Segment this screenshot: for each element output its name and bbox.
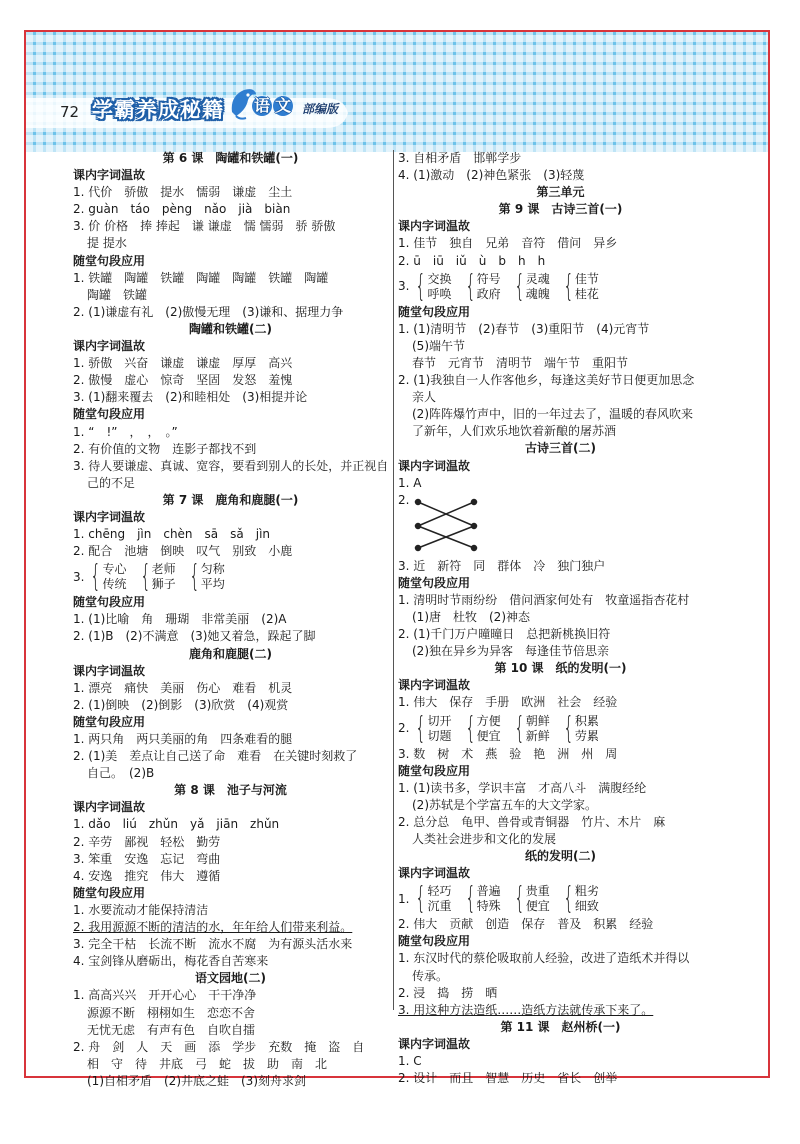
lesson-title: 第 10 课 纸的发明(一) bbox=[494, 661, 627, 676]
answer-line: 1. dǎo liú zhǔn yǎ jiān zhǔn bbox=[73, 817, 280, 832]
lesson-title: 语文园地(二) bbox=[195, 971, 266, 986]
subject-badge bbox=[252, 96, 294, 116]
answer-line-underlined: 3. 用这种方法造纸……造纸方法就传承下来了。 bbox=[398, 1002, 654, 1017]
answer-line: 1. 高高兴兴 开开心心 干干净净 bbox=[73, 988, 257, 1003]
answer-line: 4. (1)激动 (2)神色紧张 (3)轻蔑 bbox=[398, 168, 585, 183]
answer-line: 1. 清明时节雨纷纷 借问酒家何处有 牧童遥指杏花村 bbox=[398, 592, 690, 607]
answer-line: 春节 元宵节 清明节 端午节 重阳节 bbox=[412, 355, 629, 370]
item-number: 1. bbox=[398, 891, 410, 906]
answer-line: (1)自相矛盾 (2)井底之蛙 (3)刻舟求剑 bbox=[87, 1073, 306, 1088]
answer-line: 1. 两只角 两只美丽的角 四条难看的腿 bbox=[73, 732, 293, 746]
answer-line: (2)阵阵爆竹声中，旧的一年过去了，温暖的春风吹来 bbox=[412, 407, 694, 422]
brand-title: 学霸养成秘籍 bbox=[92, 98, 224, 122]
unit-title: 第三单元 bbox=[536, 185, 585, 200]
matching-lines bbox=[412, 494, 482, 556]
answer-line: 亲人 bbox=[412, 390, 437, 405]
answer-line: 己的不足 bbox=[87, 475, 136, 490]
answer-line: (5)端午节 bbox=[412, 338, 465, 353]
answer-line: 传承。 bbox=[412, 968, 449, 983]
answer-line: 3. 笨重 安逸 忘记 弯曲 bbox=[73, 851, 221, 866]
item-number: 2. bbox=[398, 492, 410, 507]
section-heading: 课内字词温故 bbox=[398, 1036, 471, 1051]
brace-group: { 积累 劳累 bbox=[563, 710, 599, 746]
brace-groups bbox=[398, 712, 723, 746]
brace-group: { 专心 传统 bbox=[90, 559, 127, 595]
answer-line: 1. (1)读书多，学识丰富 才高八斗 满腹经纶 bbox=[398, 780, 647, 795]
answer-line: 3. 待人要谦虚、真诚、宽容，要看到别人的长处，并正视自 bbox=[73, 458, 389, 473]
answer-line-underlined: 2. 我用源源不断的清洁的水，年年给人们带来利益。 bbox=[73, 920, 353, 935]
brace-groups bbox=[398, 882, 723, 916]
answer-line: 1. C bbox=[398, 1054, 422, 1069]
subject-char: 文 bbox=[274, 96, 291, 115]
section-heading: 课内字词温故 bbox=[398, 219, 471, 234]
answer-line: 1. 伟大 保存 手册 欧洲 社会 经验 bbox=[398, 695, 618, 710]
section-heading: 课内字词温故 bbox=[73, 339, 146, 354]
brace-group: { 粗劣 细致 bbox=[563, 881, 599, 917]
left-column bbox=[73, 150, 388, 1090]
answer-line: 2. 伟大 贡献 创造 保存 普及 积累 经验 bbox=[398, 917, 654, 932]
answer-line: (1)唐 杜牧 (2)神态 bbox=[412, 609, 530, 624]
answer-line: 1. 骄傲 兴奋 谦虚 谦虚 厚厚 高兴 bbox=[73, 356, 293, 371]
brace-group: { 轻巧 沉重 bbox=[415, 881, 452, 917]
answer-line: 人类社会进步和文化的发展 bbox=[412, 832, 557, 846]
right-column bbox=[398, 150, 723, 1087]
brace-group: { 方便 便宜 bbox=[464, 710, 501, 746]
section-heading: 课内字词温故 bbox=[73, 168, 146, 183]
lesson-title: 鹿角和鹿腿(二) bbox=[189, 646, 272, 661]
brace-group: { 贵重 便宜 bbox=[513, 881, 550, 917]
section-heading: 随堂句段应用 bbox=[73, 885, 146, 900]
answer-line: 3. 完全干枯 长流不断 流水不腐 为有源头活水来 bbox=[73, 937, 353, 952]
section-heading: 随堂句段应用 bbox=[398, 934, 471, 949]
lesson-title: 第 7 课 鹿角和鹿腿(一) bbox=[162, 492, 299, 507]
answer-line: 1. 水要流动才能保持清洁 bbox=[73, 902, 209, 917]
answer-line: 4. 宝剑锋从磨砺出，梅花香自苦寒来 bbox=[73, 954, 269, 969]
brace-group: { 交换 呼唤 bbox=[415, 268, 452, 304]
answer-line: 了新年，人们欢乐地饮着新酿的屠苏酒 bbox=[412, 424, 617, 439]
answer-line: 2. 配合 池塘 倒映 叹气 别致 小鹿 bbox=[73, 544, 293, 559]
section-heading: 课内字词温故 bbox=[398, 866, 471, 881]
brace-group: { 符号 政府 bbox=[464, 268, 501, 304]
answer-line: 2. (1)我独自一人作客他乡，每逢这美好节日便更加思念 bbox=[398, 373, 695, 388]
section-heading: 随堂句段应用 bbox=[398, 575, 471, 590]
answer-line: 1. 佳节 独自 兄弟 音符 借问 异乡 bbox=[398, 236, 618, 251]
answer-line: 2. 浸 捣 捞 晒 bbox=[398, 985, 498, 1000]
brace-group: { 老师 狮子 bbox=[139, 559, 176, 595]
lesson-title: 陶罐和铁罐(二) bbox=[189, 321, 272, 336]
brace-group: { 佳节 桂花 bbox=[563, 268, 599, 304]
section-heading: 课内字词温故 bbox=[73, 800, 146, 815]
answer-line: 2. 傲慢 虚心 惊奇 坚固 发怒 羞愧 bbox=[73, 373, 293, 388]
answer-line: 3. 价 价格 捧 捧起 谦 谦虚 懦 懦弱 骄 骄傲 bbox=[73, 219, 336, 234]
column-divider bbox=[393, 150, 394, 1010]
answer-line: 1. 漂亮 痛快 美丽 伤心 难看 机灵 bbox=[73, 680, 293, 695]
lesson-title: 第 11 课 赵州桥(一) bbox=[500, 1019, 621, 1034]
lesson-title: 古诗三首(二) bbox=[525, 441, 596, 456]
answer-line: (2)苏轼是个学富五车的大文学家。 bbox=[412, 797, 597, 812]
answer-line: 2. (1)千门万户曈曈日 总把新桃换旧符 bbox=[398, 627, 611, 642]
answer-line: 3. 近 新符 同 群体 冷 独门独户 bbox=[398, 558, 606, 573]
answer-line: 4. 安逸 推究 伟大 遵循 bbox=[73, 868, 221, 883]
answer-line: 3. (1)翻来覆去 (2)和睦相处 (3)相提并论 bbox=[73, 390, 308, 405]
lesson-title: 第 9 课 古诗三首(一) bbox=[498, 202, 623, 217]
section-heading: 随堂句段应用 bbox=[73, 595, 146, 610]
subject-char: 语 bbox=[253, 96, 270, 115]
answer-line: 1. (1)清明节 (2)春节 (3)重阳节 (4)元宵节 bbox=[398, 321, 650, 336]
section-heading: 课内字词温故 bbox=[398, 458, 471, 473]
answer-line: 陶罐 铁罐 bbox=[87, 287, 148, 302]
answer-line: 2. 舟 剑 人 天 画 添 学步 充数 掩 盗 自 bbox=[73, 1039, 365, 1054]
answer-line: 1. “ !” ， ， 。” bbox=[73, 424, 178, 439]
item-number: 3. bbox=[73, 569, 85, 584]
section-heading: 随堂句段应用 bbox=[73, 714, 146, 729]
section-heading: 课内字词温故 bbox=[73, 509, 146, 524]
answer-line: 2. 有价值的文物 连影子都找不到 bbox=[73, 441, 257, 456]
answer-line: 2. 总分总 龟甲、兽骨或青铜器 竹片、木片 麻 bbox=[398, 814, 666, 829]
brace-groups bbox=[73, 560, 388, 594]
answer-line: 3. 自相矛盾 邯郸学步 bbox=[398, 151, 522, 165]
answer-line: 1. 代价 骄傲 提水 懦弱 谦虚 尘土 bbox=[73, 185, 293, 200]
answer-line: 提 提水 bbox=[87, 236, 127, 251]
brace-groups bbox=[398, 270, 723, 304]
item-number: 2. bbox=[398, 720, 410, 735]
lesson-title: 第 8 课 池子与河流 bbox=[174, 783, 287, 798]
section-heading: 随堂句段应用 bbox=[398, 763, 471, 778]
answer-line: 2. (1)B (2)不满意 (3)她又着急，跺起了脚 bbox=[73, 629, 316, 644]
answer-line: 2. (1)美 差点让自己送了命 难看 在关键时刻救了 bbox=[73, 749, 358, 764]
section-heading: 随堂句段应用 bbox=[73, 407, 146, 422]
answer-line: 无忧无虑 有声有色 自吹自擂 bbox=[87, 1022, 256, 1037]
answer-line: 1. A bbox=[398, 475, 422, 490]
lesson-title: 纸的发明(二) bbox=[525, 849, 596, 864]
brace-group: { 灵魂 魂魄 bbox=[513, 268, 550, 304]
edition-label: 部编版 bbox=[302, 102, 339, 116]
answer-line: 源源不断 栩栩如生 恋恋不舍 bbox=[87, 1005, 256, 1020]
section-heading: 课内字词温故 bbox=[398, 678, 471, 693]
answer-line: 2. (1)倒映 (2)倒影 (3)欣赏 (4)观赏 bbox=[73, 697, 289, 712]
brace-group: { 普遍 特殊 bbox=[464, 881, 501, 917]
brace-group: { 切开 切题 bbox=[415, 710, 452, 746]
lesson-title: 第 6 课 陶罐和铁罐(一) bbox=[162, 151, 299, 165]
answer-line: 2. 辛劳 鄙视 轻松 勤劳 bbox=[73, 834, 221, 849]
answer-line: 相 守 待 井底 弓 蛇 拔 助 南 北 bbox=[87, 1056, 328, 1071]
answer-line: 自己。 (2)B bbox=[87, 766, 155, 781]
answer-line: (2)独在异乡为异客 每逢佳节倍思亲 bbox=[412, 644, 609, 659]
page-number: 72 bbox=[60, 103, 80, 121]
answer-line: 1. (1)比喻 角 珊瑚 非常美丽 (2)A bbox=[73, 612, 287, 627]
answer-line: 2. ū iū iǔ ù b h h bbox=[398, 253, 546, 268]
brace-group: { 朝鲜 新鲜 bbox=[513, 710, 550, 746]
section-heading: 随堂句段应用 bbox=[73, 253, 146, 268]
answer-line: 2. 设计 而且 智慧 历史 省长 创举 bbox=[398, 1071, 618, 1086]
answer-line: 2. (1)谦虚有礼 (2)傲慢无理 (3)谦和、据理力争 bbox=[73, 304, 344, 319]
matching-diagram bbox=[398, 492, 723, 558]
answer-line: 3. 数 树 术 燕 验 艳 洲 州 周 bbox=[398, 746, 618, 761]
answer-line: 2. guàn táo pèng nǎo jià biàn bbox=[73, 202, 291, 217]
item-number: 3. bbox=[398, 279, 410, 294]
answer-line: 1. chēng jìn chèn sā sǎ jìn bbox=[73, 527, 271, 542]
answer-line: 1. 东汉时代的蔡伦吸取前人经验，改进了造纸术并得以 bbox=[398, 951, 690, 966]
section-heading: 随堂句段应用 bbox=[398, 304, 471, 319]
brace-group: { 匀称 平均 bbox=[188, 559, 225, 595]
section-heading: 课内字词温故 bbox=[73, 663, 146, 678]
answer-line: 1. 铁罐 陶罐 铁罐 陶罐 陶罐 铁罐 陶罐 bbox=[73, 270, 329, 285]
